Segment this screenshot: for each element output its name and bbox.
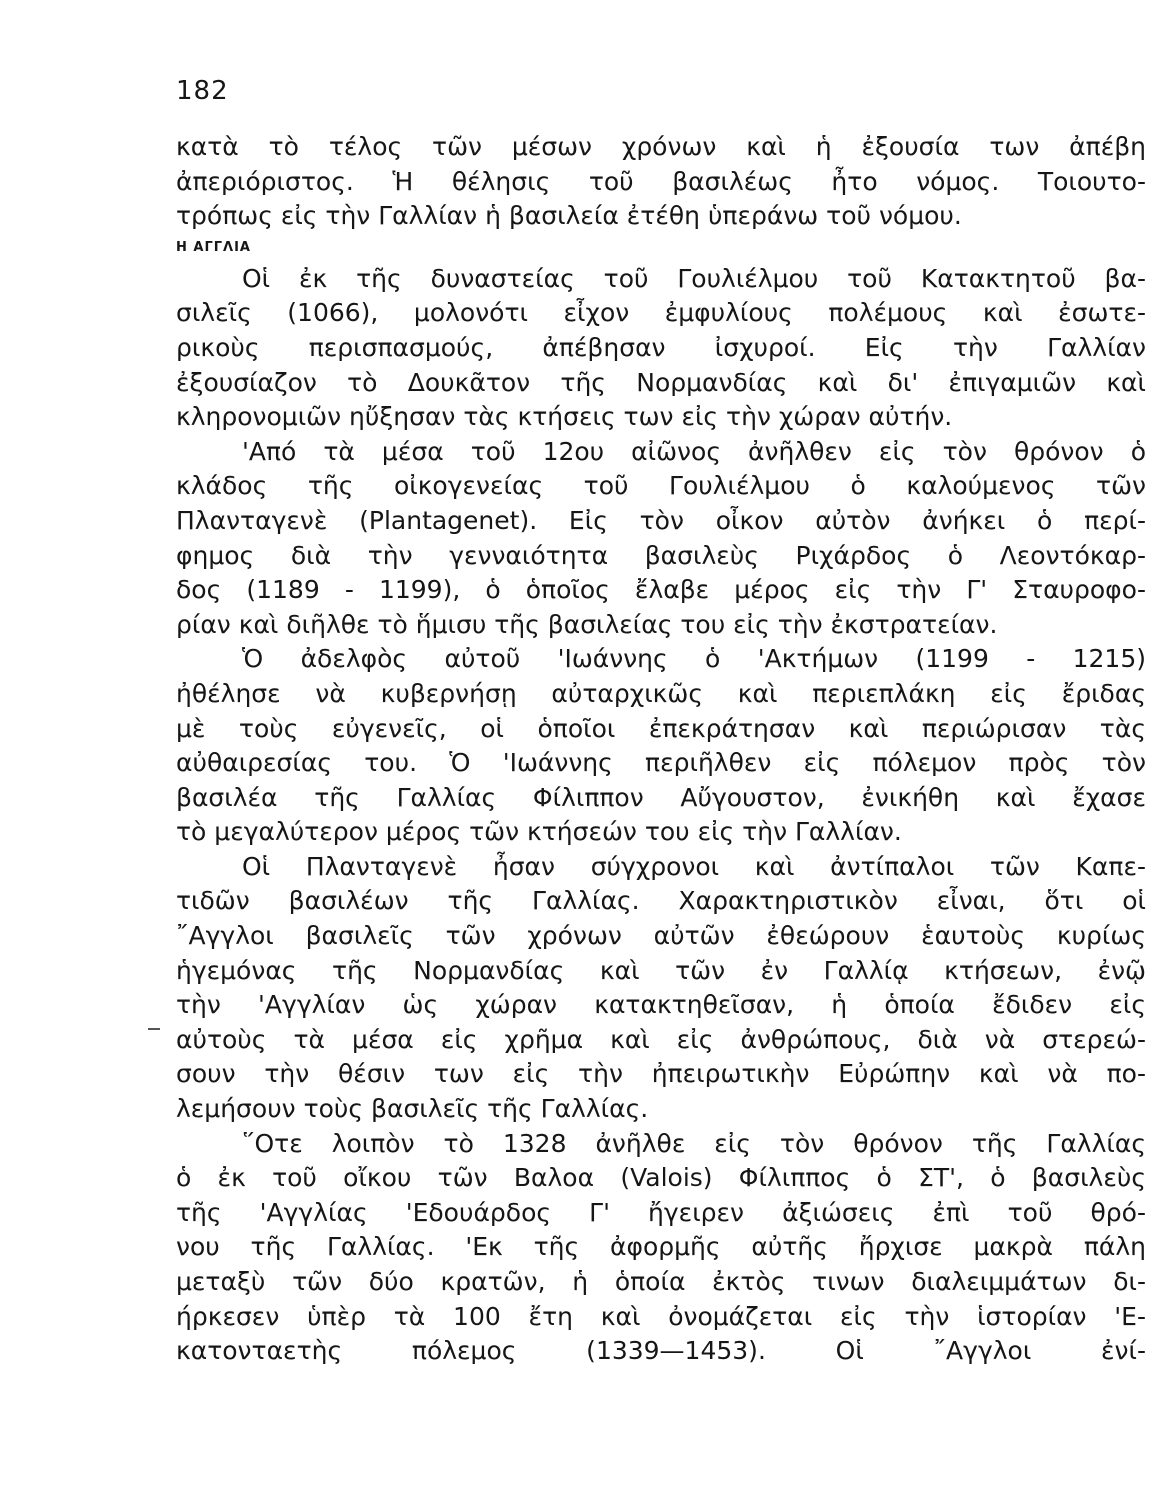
- text-line: λεμήσουν τοὺς βασιλεῖς τῆς Γαλλίας.: [176, 1094, 649, 1124]
- text-line: δος (1189 - 1199), ὁ ὁποῖος ἔλαβε μέρος εἰς τὴν Γ' Σταυροφο-: [176, 575, 1146, 605]
- text-line: βασιλέα τῆς Γαλλίας Φίλιππον Αὔγουστον, ἐνικήθη καὶ ἔχασε: [176, 782, 1146, 812]
- body-text: [176, 130, 1146, 1369]
- text-line: ἐξουσίαζον τὸ Δουκᾶτον τῆς Νορμανδίας καὶ δι' ἐπιγαμιῶν καὶ: [176, 367, 1146, 397]
- text-line: ρικοὺς περισπασμούς, ἀπέβησαν ἰσχυροί. Εἰς τὴν Γαλλίαν: [176, 332, 1146, 362]
- text-line: νου τῆς Γαλλίας. 'Εκ τῆς ἀφορμῆς αὐτῆς ἤρχισε μακρὰ πάλη: [176, 1232, 1146, 1262]
- text-line: ὁ ἐκ τοῦ οἴκου τῶν Βαλοα (Valois) Φίλιππος ὁ ΣΤ', ὁ βασιλεὺς: [176, 1163, 1146, 1193]
- text-line: Ὁ ἀδελφὸς αὐτοῦ 'Ιωάννης ὁ 'Ακτήμων (1199 - 1215): [242, 644, 1146, 674]
- text-line: τιδῶν βασιλέων τῆς Γαλλίας. Χαρακτηριστικὸν εἶναι, ὅτι οἱ: [176, 886, 1146, 916]
- text-line: ῎Αγγλοι βασιλεῖς τῶν χρόνων αὐτῶν ἐθεώρουν ἑαυτοὺς κυρίως: [176, 921, 1146, 951]
- text-line: αὐθαιρεσίας του. Ὁ 'Ιωάννης περιῆλθεν εἰς πόλεμον πρὸς τὸν: [176, 748, 1146, 778]
- text-line: ῞Οτε λοιπὸν τὸ 1328 ἀνῆλθε εἰς τὸν θρόνον τῆς Γαλλίας: [242, 1128, 1146, 1158]
- text-line: σουν τὴν θέσιν των εἰς τὴν ἠπειρωτικὴν Εὐρώπην καὶ νὰ πο-: [176, 1059, 1146, 1089]
- section-heading: Η ΑΓΓΛΙΑ: [176, 239, 251, 255]
- text-line: τῆς 'Αγγλίας 'Εδουάρδος Γ' ἤγειρεν ἀξιώσεις ἐπὶ τοῦ θρό-: [176, 1197, 1146, 1227]
- text-line: μεταξὺ τῶν δύο κρατῶν, ἡ ὁποία ἐκτὸς τινων διαλειμμάτων δι-: [176, 1267, 1146, 1296]
- text-line: 'Από τὰ μέσα τοῦ 12ου αἰῶνος ἀνῆλθεν εἰς τὸν θρόνον ὁ: [242, 436, 1146, 466]
- text-line: ήρκεσεν ὑπὲρ τὰ 100 ἔτη καὶ ὀνομάζεται εἰς τὴν ἱστορίαν 'Ε-: [176, 1301, 1146, 1331]
- text-line: Πλανταγενὲ (Plantagenet). Εἰς τὸν οἶκον αὐτὸν ἀνήκει ὁ περί-: [176, 505, 1146, 535]
- text-line: ἀπεριόριστος. Ἡ θέλησις τοῦ βασιλέως ἦτο νόμος. Τοιουτο-: [176, 166, 1146, 196]
- margin-mark: [148, 1028, 160, 1030]
- text-line: ρίαν καὶ διῆλθε τὸ ἥμισυ τῆς βασιλείας του εἰς τὴν ἐκστρατείαν.: [176, 609, 998, 639]
- text-line: Οἱ Πλανταγενὲ ἦσαν σύγχρονοι καὶ ἀντίπαλοι τῶν Καπε-: [242, 851, 1146, 881]
- text-line: σιλεῖς (1066), μολονότι εἶχον ἐμφυλίους πολέμους καὶ ἐσωτε-: [176, 298, 1146, 328]
- text-line: κατονταετὴς πόλεμος (1339—1453). Οἱ ῎Αγγλοι ἐνί-: [176, 1336, 1146, 1366]
- text-line: κλάδος τῆς οἰκογενείας τοῦ Γουλιέλμου ὁ καλούμενος τῶν: [176, 471, 1146, 501]
- text-line: τρόπως εἰς τὴν Γαλλίαν ἡ βασιλεία ἐτέθη ὑπεράνω τοῦ νόμου.: [176, 201, 962, 231]
- text-line: τὴν 'Αγγλίαν ὡς χώραν κατακτηθεῖσαν, ἡ ὁποία ἔδιδεν εἰς: [176, 990, 1146, 1020]
- text-line: κληρονομιῶν ηὔξησαν τὰς κτήσεις των εἰς τὴν χώραν αὐτήν.: [176, 402, 953, 432]
- text-line: τὸ μεγαλύτερον μέρος τῶν κτήσεών του εἰς τὴν Γαλλίαν.: [176, 817, 902, 847]
- page-number: 182: [176, 76, 229, 106]
- text-line: αὐτοὺς τὰ μέσα εἰς χρῆμα καὶ εἰς ἀνθρώπους, διὰ νὰ στερεώ-: [176, 1024, 1146, 1054]
- text-line: κατὰ τὸ τέλος τῶν μέσων χρόνων καὶ ἡ ἐξουσία των ἀπέβη: [176, 132, 1146, 161]
- text-line: μὲ τοὺς εὐγενεῖς, οἱ ὁποῖοι ἐπεκράτησαν καὶ περιώρισαν τὰς: [176, 713, 1146, 743]
- text-line: ἡγεμόνας τῆς Νορμανδίας καὶ τῶν ἐν Γαλλίᾳ κτήσεων, ἐνῷ: [176, 955, 1146, 985]
- text-line: φημος διὰ τὴν γενναιότητα βασιλεὺς Ριχάρδος ὁ Λεοντόκαρ-: [176, 540, 1146, 570]
- text-line: Οἱ ἐκ τῆς δυναστείας τοῦ Γουλιέλμου τοῦ Κατακτητοῦ βα-: [242, 263, 1146, 293]
- text-line: ἠθέλησε νὰ κυβερνήσῃ αὐταρχικῶς καὶ περιεπλάκη εἰς ἔριδας: [176, 678, 1146, 708]
